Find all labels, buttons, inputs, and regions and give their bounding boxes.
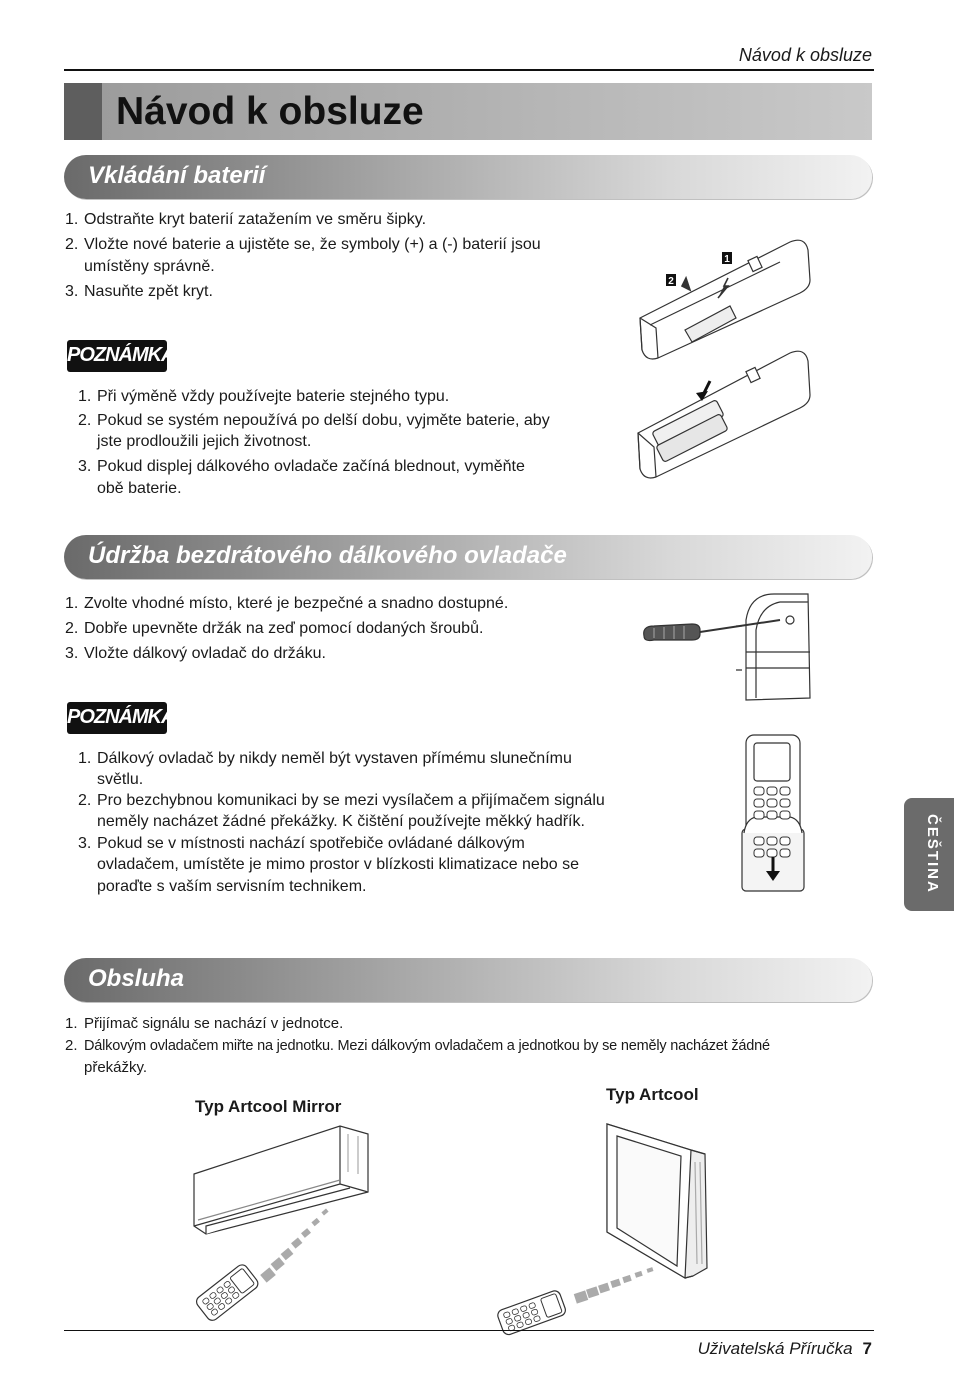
item-text: Pokud displej dálkového ovladače začíná blednout, vyměňte <box>97 458 525 475</box>
item-text: Vložte dálkový ovladač do držáku. <box>84 645 326 662</box>
artcool-unit-illustration <box>495 1118 710 1336</box>
title-tab <box>64 83 102 140</box>
holder-screwdriver-illustration <box>640 590 815 705</box>
item-number: 3. <box>65 283 79 300</box>
item-number: 2. <box>65 620 79 637</box>
item-text: Vložte nové baterie a ujistěte se, že symboly (+) a (-) baterií jsou <box>84 236 541 253</box>
item-text: Nasuňte zpět kryt. <box>84 283 213 300</box>
item-text-cont: obě baterie. <box>97 480 182 497</box>
item-number: 1. <box>65 211 79 228</box>
language-tab <box>904 798 954 911</box>
item-text: Pro bezchybnou komunikaci by se mezi vysílačem a přijímačem signálu <box>97 792 605 809</box>
item-number: 1. <box>65 595 79 612</box>
svg-text:1: 1 <box>724 254 730 265</box>
section-title: Vkládání baterií <box>88 162 266 189</box>
section-title: Údržba bezdrátového dálkového ovladače <box>88 542 567 569</box>
remote-in-holder-illustration <box>740 733 806 895</box>
section-header-batteries <box>64 155 872 199</box>
note-item <box>78 833 658 897</box>
item-text-cont: umístěny správně. <box>84 258 215 275</box>
svg-text:2: 2 <box>668 276 674 287</box>
item-text-cont: jste prodloužili jejich životnost. <box>97 433 312 450</box>
item-text-cont: poraďte s vaším servisním technikem. <box>97 878 367 895</box>
item-text-cont: ovladačem, umístěte je mimo prostor v blízkosti klimatizace nebo se <box>97 856 579 873</box>
caption-artcool: Typ Artcool <box>606 1085 699 1104</box>
ir-signal-beam <box>260 1209 328 1283</box>
artcool-mirror-unit-illustration <box>190 1122 375 1322</box>
item-number: 3. <box>65 645 79 662</box>
note-label: POZNÁMKA <box>67 706 175 728</box>
remote-battery-insert-illustration <box>630 345 810 485</box>
note-label: POZNÁMKA <box>67 344 175 366</box>
list-item <box>65 234 625 276</box>
item-number: 1. <box>65 1015 78 1032</box>
note-item <box>78 456 598 498</box>
item-text: Při výměně vždy používejte baterie stejného typu. <box>97 388 450 405</box>
item-text: Dálkový ovladač by nikdy neměl být vystaven přímému slunečnímu <box>97 750 572 767</box>
caption-artcool-mirror: Typ Artcool Mirror <box>195 1097 342 1116</box>
running-header: Návod k obsluze <box>738 45 872 65</box>
footer-rule <box>64 1330 874 1331</box>
remote-control-icon <box>194 1262 260 1322</box>
page-title-bar <box>64 83 872 140</box>
step-marker-1 <box>722 252 732 265</box>
item-text: Dálkovým ovladačem miřte na jednotku. Mezi dálkovým ovladačem a jednotkou by se neměly nacházet žádné <box>84 1038 770 1054</box>
item-text: Přijímač signálu se nachází v jednotce. <box>84 1015 344 1032</box>
list-item <box>65 1035 865 1079</box>
footer <box>698 1339 872 1359</box>
note-item <box>78 410 598 452</box>
item-number: 3. <box>78 458 92 475</box>
section-header-operation <box>64 958 872 1002</box>
item-text: Dobře upevněte držák na zeď pomocí dodaných šroubů. <box>84 620 484 637</box>
note-badge <box>67 702 175 734</box>
step-marker-2 <box>666 274 676 287</box>
section-title: Obsluha <box>88 965 185 992</box>
note-item <box>78 748 658 790</box>
header-rule <box>64 69 874 71</box>
item-number: 1. <box>78 388 92 405</box>
language-tab-label: ČEŠTINA <box>924 814 941 894</box>
note-item <box>78 790 658 832</box>
section-header-maintenance <box>64 535 872 579</box>
remote-battery-cover-illustration <box>630 230 810 360</box>
item-text: Pokud se systém nepoužívá po delší dobu, vyjměte baterie, aby <box>97 412 550 429</box>
ir-signal-beam <box>574 1267 654 1303</box>
item-text-cont: neměly nacházet žádné překážky. K čištění používejte měkký hadřík. <box>97 813 585 830</box>
item-number: 1. <box>78 750 92 767</box>
footer-text: Uživatelská Příručka <box>697 1339 853 1358</box>
item-text: Zvolte vhodné místo, které je bezpečné a snadno dostupné. <box>84 595 509 612</box>
item-number: 2. <box>78 792 92 809</box>
item-number: 2. <box>78 412 92 429</box>
item-text: Pokud se v místnosti nachází spotřebiče ovládané dálkovým <box>97 835 525 852</box>
item-number: 3. <box>78 835 92 852</box>
item-text-cont: překážky. <box>84 1059 148 1076</box>
item-text-cont: světlu. <box>97 771 144 788</box>
item-text: Odstraňte kryt baterií zatažením ve směru šipky. <box>84 211 427 228</box>
item-number: 2. <box>65 236 79 253</box>
page-number: 7 <box>862 1339 872 1358</box>
note-badge <box>67 340 175 372</box>
page-title: Návod k obsluze <box>116 90 424 133</box>
item-number: 2. <box>65 1037 78 1054</box>
